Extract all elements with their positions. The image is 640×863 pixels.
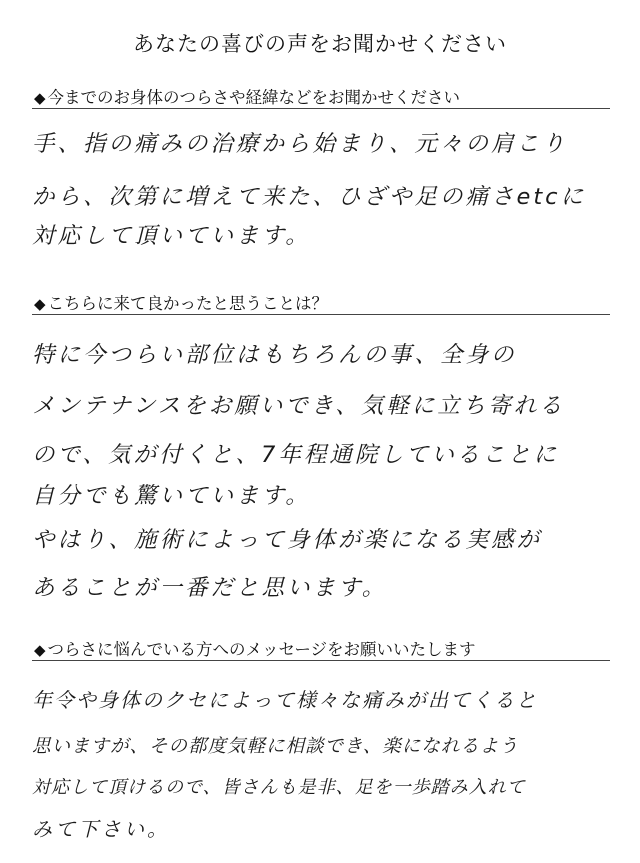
diamond-bullet-icon: ◆ [34, 89, 46, 107]
section-heading-history [34, 84, 460, 108]
section-heading-text: 今までのお身体のつらさや経緯などをお聞かせください [47, 88, 461, 107]
section-heading-text: つらさに悩んでいる方へのメッセージをお願いいたします [47, 640, 476, 659]
page-title: あなたの喜びの声をお聞かせください [133, 32, 507, 56]
section-heading-text: こちらに来て良かったと思うことは？ [47, 294, 329, 313]
heading-underline [32, 314, 610, 315]
handwritten-line: あることが一番だと思います。 [32, 575, 388, 601]
handwritten-line: ので、気が付くと、7年程通院していることに [32, 442, 559, 468]
handwritten-line: 自分でも驚いています。 [32, 483, 311, 509]
handwritten-line: 対応して頂けるので、皆さんも是非、足を一歩踏み入れて [32, 777, 526, 798]
handwritten-line: 思いますが、その都度気軽に相談でき、楽になれるよう [32, 736, 519, 757]
section-heading-good-points [34, 290, 328, 314]
diamond-bullet-icon: ◆ [34, 641, 46, 659]
handwritten-line: メンテナンスをお願いでき、気軽に立ち寄れる [32, 393, 565, 419]
handwritten-line: 特に今つらい部位はもちろんの事、全身の [32, 342, 517, 368]
handwritten-line: 対応して頂いています。 [32, 223, 311, 249]
handwritten-line: から、次第に増えて来た、ひざや足の痛さetcに [32, 184, 587, 210]
heading-underline [32, 108, 610, 109]
handwritten-line: やはり、施術によって身体が楽になる実感が [32, 527, 543, 553]
diamond-bullet-icon: ◆ [34, 295, 46, 313]
heading-underline [32, 660, 610, 661]
handwritten-line: 年令や身体のクセによって様々な痛みが出てくると [32, 688, 538, 712]
handwritten-line: みて下さい。 [32, 817, 170, 841]
handwritten-line: 手、指の痛みの治療から始まり、元々の肩こり [32, 131, 568, 157]
section-heading-message [34, 636, 476, 660]
